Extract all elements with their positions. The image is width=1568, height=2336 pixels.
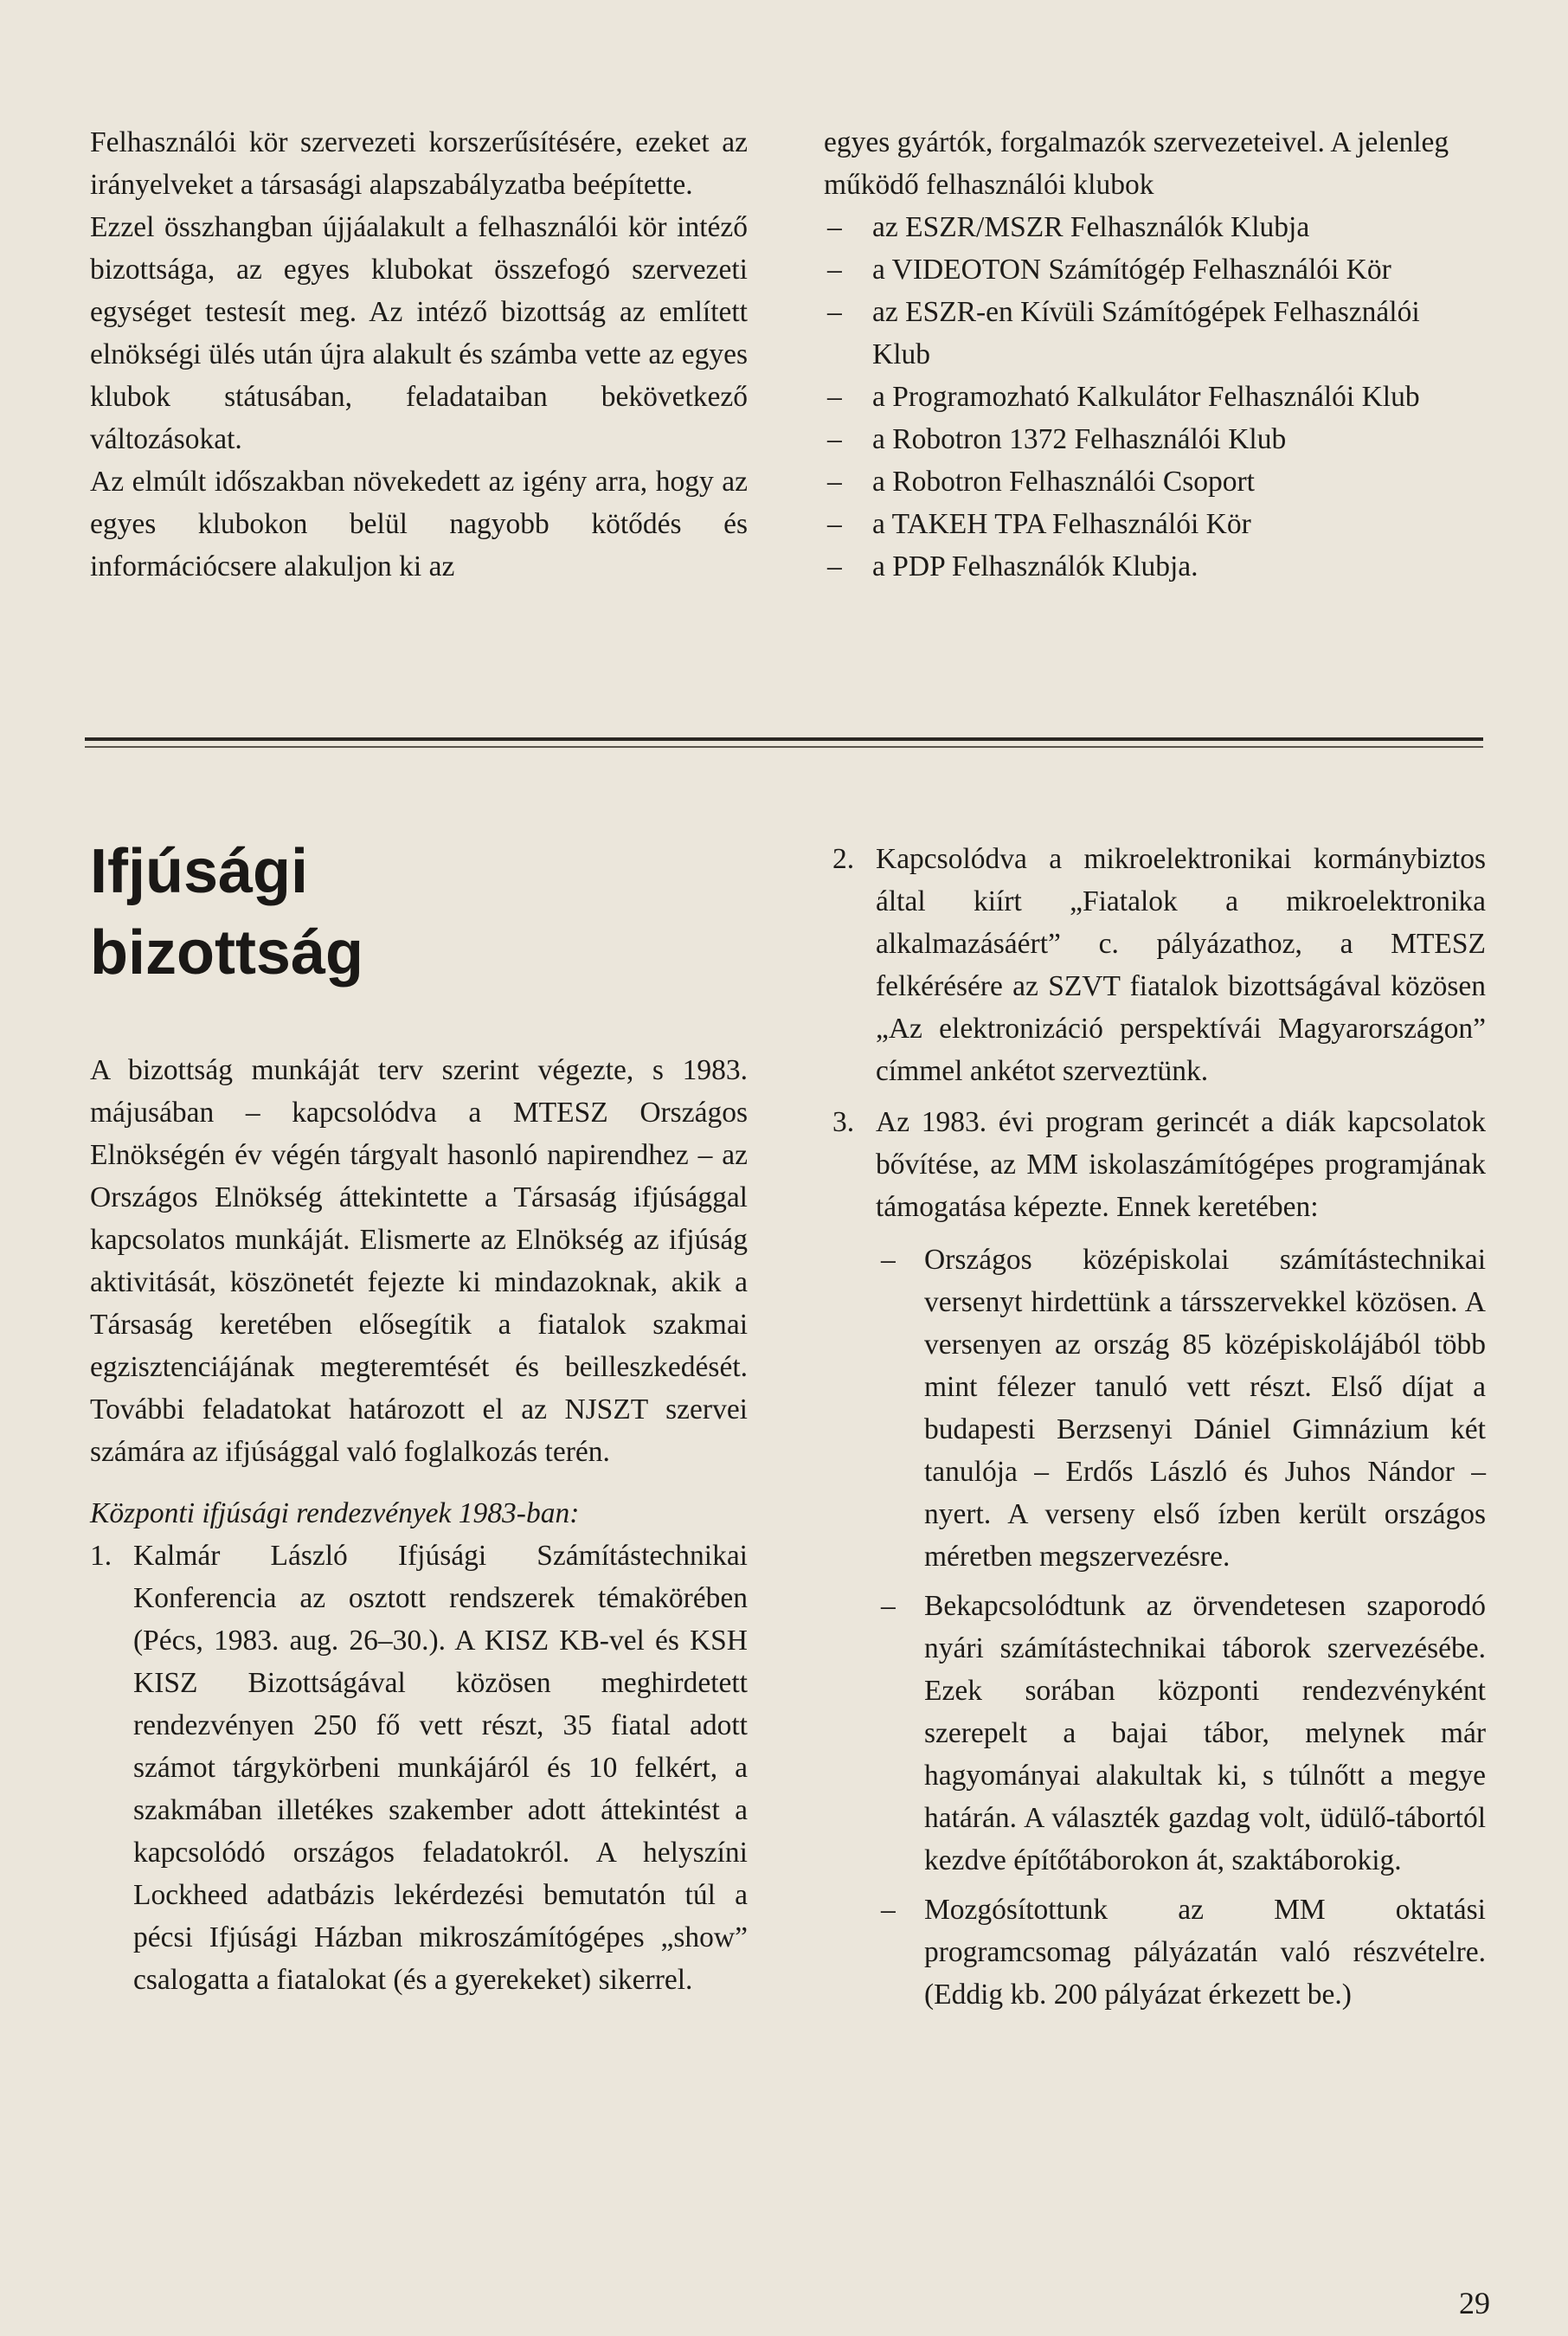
list-item: – a VIDEOTON Számítógép Felhasználói Kör bbox=[824, 248, 1481, 291]
list-item: – a PDP Felhasználók Klubja. bbox=[824, 545, 1481, 588]
list-item: – a Programozható Kalkulátor Felhasználói Klub bbox=[824, 376, 1481, 418]
clubs-intro: egyes gyártók, forgalmazók szervezeteivel. A jelenleg működő felhasználói klubok bbox=[824, 126, 1449, 201]
list-item: – Országos középiskolai számítástechnikai versenyt hirdettünk a társszervekkel közösen. A versenyen az ország 85 középiskolájából több mint félezer tanuló vett részt. Első díjat a budapesti Berzsenyi Dániel Gimnázium két tanulója – Erdős László és Juhos Nándor – nyert. A verseny első ízben került országos méretben megszervezésre. bbox=[876, 1239, 1486, 1578]
top-left-column bbox=[90, 121, 748, 588]
divider-thick bbox=[85, 737, 1483, 741]
paragraph-reorganization: Felhasználói kör szervezeti korszerűsítésére, ezeket az irányelveket a társasági alapszabályzatba beépítette. bbox=[90, 126, 748, 201]
list-item: – a Robotron 1372 Felhasználói Klub bbox=[824, 418, 1481, 460]
program-sublist bbox=[876, 1239, 1486, 2016]
section-divider bbox=[85, 737, 1483, 748]
list-item: – Mozgósítottunk az MM oktatási programcsomag pályázatán való részvételre. (Eddig kb. 200 pályázat érkezett be.) bbox=[876, 1889, 1486, 2016]
paragraph-growing-demand: Az elmúlt időszakban növekedett az igény arra, hogy az egyes klubokon belül nagyobb kötődés és információcsere alakuljon ki az bbox=[90, 466, 748, 582]
events-subheading: Központi ifjúsági rendezvények 1983-ban: bbox=[90, 1497, 580, 1529]
heading-line: bizottság bbox=[90, 918, 363, 988]
list-item: – a TAKEH TPA Felhasználói Kör bbox=[824, 503, 1481, 545]
list-item bbox=[832, 838, 1486, 1092]
bottom-right-column bbox=[832, 838, 1486, 2023]
top-right-column bbox=[824, 121, 1481, 588]
list-item: – az ESZR/MSZR Felhasználók Klubja bbox=[824, 206, 1481, 248]
item-text: Kapcsolódva a mikroelektronikai kormánybiztos által kiírt „Fiatalok a mikroelektronika alkalmazásáért” c. pályázathoz, a MTESZ felkérésére az SZVT fiatalok bizottságával közösen „Az elektronizáció perspektívái Magyarországon” címmel ankétot szerveztünk. bbox=[876, 843, 1486, 1087]
item-number: 1. bbox=[90, 1540, 112, 1572]
item-number: 3. bbox=[832, 1106, 855, 1138]
events-list-continued bbox=[832, 838, 1486, 2016]
list-item bbox=[90, 1535, 748, 2001]
item-number: 2. bbox=[832, 843, 855, 875]
list-item: – Bekapcsolódtunk az örvendetesen szaporodó nyári számítástechnikai táborok szervezésébe. Ezek sorában központi rendezvényként szerepelt a bajai tábor, melynek már hagyományai alakultak ki, s túlnőtt a megye határán. A választék gazdag volt, üdülő-tábortól kezdve építőtáborokon át, szaktáborokig. bbox=[876, 1585, 1486, 1882]
section-heading bbox=[90, 831, 696, 994]
page-number: 29 bbox=[1459, 2286, 1490, 2320]
item-text: Kalmár László Ifjúsági Számítástechnikai Konferencia az osztott rendszerek témakörében (Pécs, 1983. aug. 26–30.). A KISZ KB-vel és KSH KISZ Bizottságával közösen meghirdetett rendezvényen 250 fő vett részt, 35 fiatal adott számot tárgykörbeni munkájáról és 10 felkért, a szakmában illetékes szakember adott áttekintést a kapcsolódó országos feladatokról. A helyszíni Lockheed adatbázis lekérdezési bemutatón túl a pécsi Ifjúsági Házban mikroszámítógépes „show” csalogatta a fiatalokat (és a gyerekeket) sikerrel. bbox=[133, 1540, 748, 1996]
list-item: – az ESZR-en Kívüli Számítógépek Felhasználói Klub bbox=[824, 291, 1481, 376]
list-item bbox=[832, 1101, 1486, 2016]
club-list bbox=[824, 206, 1481, 588]
item-text: Az 1983. évi program gerincét a diák kapcsolatok bővítése, az MM iskolaszámítógépes programjának támogatása képezte. Ennek keretében: bbox=[876, 1106, 1486, 1223]
bottom-left-column bbox=[90, 1049, 748, 2001]
events-list bbox=[90, 1535, 748, 2001]
paragraph-committee-work: A bizottság munkáját terv szerint végezte, s 1983. májusában – kapcsolódva a MTESZ Országos Elnökségén év végén tárgyalt hasonló napirendhez – az Országos Elnökség áttekintette a Társaság ifjúsággal kapcsolatos munkáját. Elismerte az Elnökség az ifjúság aktivitását, köszönetét fejezte ki mindazoknak, akik a Társaság keretében elősegítik a fiatalok szakmai egzisztenciájának megteremtését és beilleszkedését. További feladatokat határozott el az NJSZT szervei számára az ifjúsággal való foglalkozás terén. bbox=[90, 1054, 748, 1468]
list-item: – a Robotron Felhasználói Csoport bbox=[824, 460, 1481, 503]
heading-line: Ifjúsági bbox=[90, 837, 309, 906]
divider-thin bbox=[85, 746, 1483, 748]
paragraph-committee-reformed: Ezzel összhangban újjáalakult a felhasználói kör intéző bizottsága, az egyes klubokat összefogó szervezeti egységet testesít meg. Az intéző bizottság az említett elnökségi ülés után újra alakult és számba vette az egyes klubok státusában, feladataiban bekövetkező változásokat. bbox=[90, 211, 748, 455]
